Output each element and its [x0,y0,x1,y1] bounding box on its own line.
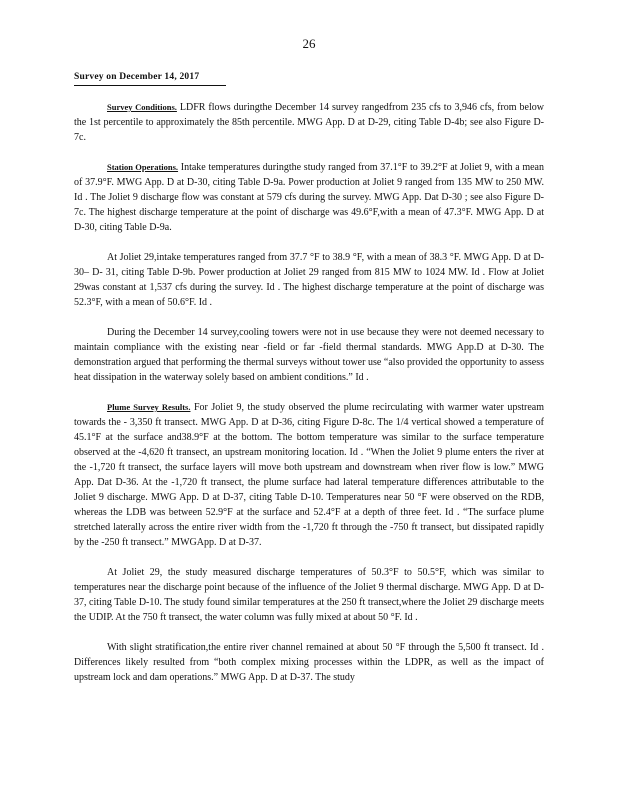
paragraph-joliet-29 [74,250,544,310]
paragraph-text: At Joliet 29,intake temperatures ranged from 37.7 °F to 38.9 °F, with a mean of 38.3 °F. MWG App. D at D-30– D- 31, citing Table D-9b. Power production at Joliet 29 ranged from 815 MW to 1024 MW. Id . Flow at Joliet 29was constant at 1,537 cfs during the survey. Id . The highest discharge temperature at the point of discharge was 52.3°F, with a mean of 50.6°F. Id . [74,252,544,308]
document-body [74,100,544,700]
paragraph-station-operations [74,160,544,235]
paragraph-cooling-towers [74,325,544,385]
paragraph-text: During the December 14 survey,cooling towers were not in use because they were not deemed necessary to maintain compliance with the existing near -field or far -field thermal standards. MWG App.D at D-30. The demonstration argued that performing the thermal surveys without tower use “also provided the opportunity to assess heat dissipation in the waterway solely based on ambient conditions.” Id . [74,327,544,383]
paragraph-stratification [74,640,544,685]
paragraph-plume-survey-results [74,400,544,550]
section-heading [74,72,199,82]
paragraph-text: LDFR flows duringthe December 14 survey rangedfrom 235 cfs to 3,946 cfs, from below the 1st percentile to approximately the 85th percentile. MWG App. D at D-29, citing Table D-4b; see also Figure D-7c. [74,102,544,143]
paragraph-text: At Joliet 29, the study measured discharge temperatures of 50.3°F to 50.5°F, which was similar to temperatures near the discharge point because of the influence of the Joliet 9 thermal discharge. MWG App. D at D-37, citing Table D-10. The study found similar temperatures at the 250 ft transect,where the Joliet 29 discharge meets the UDIP. At the 750 ft transect, the water column was fully mixed at about 50 °F. Id . [74,567,544,623]
paragraph-survey-conditions [74,100,544,145]
paragraph-label: Survey Conditions. [107,102,177,112]
section-heading-text: Survey on December 14, 2017 [74,72,200,82]
page-number: 26 [302,36,316,51]
paragraph-label: Plume Survey Results. [107,402,191,412]
paragraph-text: For Joliet 9, the study observed the plume recirculating with warmer water upstream towards the - 3,350 ft transect. MWG App. D at D-36, citing Figure D-8c. The 1/4 vertical showed a temperature of 45.1°F at the surface and38.9°F at the bottom. The bottom temperature was similar to the surface temperature observed at the -4,620 ft transect, an upstream monitoring location. Id . “When the Joliet 9 plume enters the river at the -1,720 ft transect, the surface layers will move both upstream and downstream when river flow is low.” MWG App. Dat D-36. At the -1,720 ft transect, the plume surface had lateral temperature differences attributable to the Joliet 9 discharge. MWG App. D at D-37, citing Table D-10. Temperatures near 50 °F were observed on the RDB, whereas the LDB was between 52.9°F at the surface and 52.4°F at a depth of three feet. Id . “The surface plume stretched laterally across the entire river width from the -1,720 ft through the -750 ft transect, but dissipated rapidly by the -250 ft transect.” MWGApp. D at D-37. [74,402,544,548]
paragraph-label: Station Operations. [107,162,179,172]
paragraph-text: Intake temperatures duringthe study ranged from 37.1°F to 39.2°F at Joliet 9, with a mean of 37.9°F. MWG App. D at D-30, citing Table D-9a. Power production at Joliet 9 ranged from 135 MW to 250 MW. Id . The Joliet 9 discharge flow was constant at 579 cfs during the survey. MWG App. Dat D-30 ; see also Figure D-7c. The highest discharge temperature at the point of discharge was 49.6°F,with a mean of 47.3°F. MWG App. D at D-30, citing Table D-9a. [74,162,544,233]
paragraph-text: With slight stratification,the entire river channel remained at about 50 °F through the 5,500 ft transect. Id . Differences likely resulted from “both complex mixing processes within the LDPR, as well as the impact of upstream lock and dam operations.” MWG App. D at D-37. The study [74,642,544,683]
heading-underline [74,85,226,86]
paragraph-joliet-29-discharge [74,565,544,625]
